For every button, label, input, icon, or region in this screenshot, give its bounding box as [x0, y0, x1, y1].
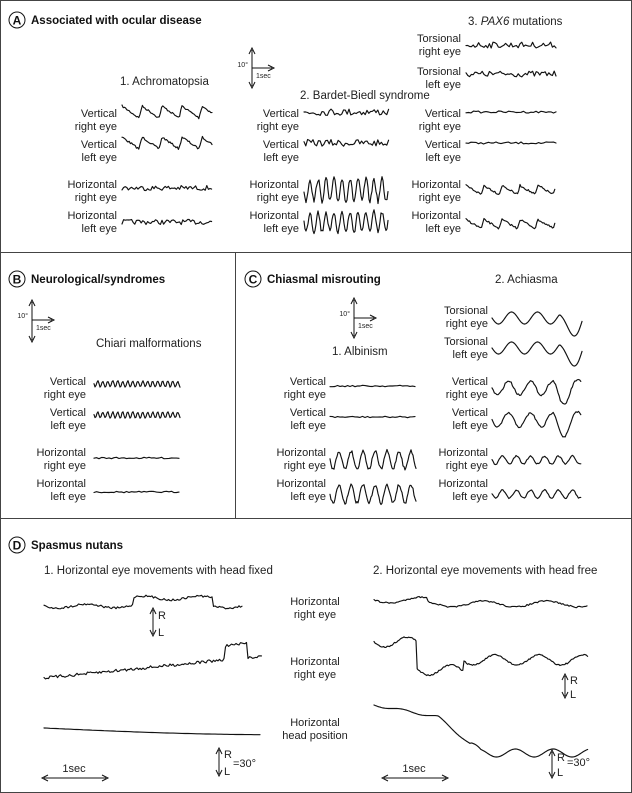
panel-d-left-title: 1. Horizontal eye movements with head fixed: [44, 565, 273, 577]
a3-trace-tors-left: [466, 71, 556, 77]
panel-c-title: Chiasmal misrouting: [267, 274, 381, 286]
d-deg-left: =30°: [233, 758, 257, 770]
panel-d-header: [9, 537, 123, 553]
b-trace-vert-left: [94, 412, 180, 419]
c1-row-label-1b: right eye: [283, 389, 326, 401]
c2-trace-tors-right: [492, 312, 582, 336]
d-rl-arrow-left-bottom: [216, 748, 256, 778]
panel-d-right-title: 2. Horizontal eye movements with head free: [373, 565, 598, 577]
c1-trace-horiz-right: [330, 450, 416, 470]
c2-row-label-5b: right eye: [445, 460, 488, 472]
d-row-label-1: Horizontal: [290, 596, 340, 608]
d1-trace-head: [44, 728, 260, 735]
b-row-label-2b: left eye: [50, 420, 86, 432]
d-rl-arrow-left-top: [150, 608, 166, 639]
a3-row-label-2b: left eye: [425, 79, 461, 91]
c2-row-label-6b: left eye: [452, 491, 488, 503]
a2-row-label-4b: left eye: [263, 223, 299, 235]
c1-row-label-2: Vertical: [289, 407, 326, 419]
c2-row-label-5: Horizontal: [438, 447, 488, 459]
panel-d-row-labels: [282, 596, 347, 742]
a3-row-label-4: Vertical: [424, 139, 461, 151]
d-rl-l-4: L: [557, 767, 564, 779]
a1-row-label-2b: left eye: [81, 152, 117, 164]
c2-trace-tors-left: [492, 342, 582, 366]
panel-d-title: Spasmus nutans: [31, 540, 124, 552]
a1-row-label-1b: right eye: [74, 121, 117, 133]
panel-c-header: [245, 271, 381, 287]
a1-row-label-3b: right eye: [74, 192, 117, 204]
d-rl-l-1: L: [158, 627, 165, 639]
panel-c-scale-amplitude: 10°: [339, 311, 350, 318]
d-rl-r-4: R: [557, 752, 565, 764]
panel-b-scale-amplitude: 10°: [17, 313, 28, 320]
a1-trace-vert-left: [122, 136, 212, 149]
b-row-label-4: Horizontal: [36, 478, 86, 490]
d-rl-arrow-right-bottom: [549, 750, 590, 779]
a3-row-label-5: Horizontal: [411, 179, 461, 191]
c2-trace-horiz-left: [492, 490, 581, 499]
a2-row-label-2b: left eye: [263, 152, 299, 164]
panel-d-letter: D: [12, 538, 22, 553]
c2-row-label-6: Horizontal: [438, 478, 488, 490]
a2-row-label-3: Horizontal: [249, 179, 299, 191]
c2-row-label-3b: right eye: [445, 389, 488, 401]
a3-row-label-1: Torsional: [416, 33, 461, 45]
a1-row-label-1: Vertical: [80, 108, 117, 120]
panel-b-scale-time: 1sec: [36, 325, 51, 332]
d-row-label-1b: right eye: [293, 609, 337, 621]
c2-row-label-4b: left eye: [452, 420, 488, 432]
b-row-label-4b: left eye: [50, 491, 86, 503]
c1-row-label-4b: left eye: [290, 491, 326, 503]
a3-row-label-6b: left eye: [425, 223, 461, 235]
d2-trace-right-eye-1: [374, 597, 587, 608]
panel-c-group-2-title: 2. Achiasma: [495, 274, 558, 286]
a2-row-label-1b: right eye: [256, 121, 299, 133]
a3-trace-vert-right: [466, 111, 556, 113]
d-row-label-2: Horizontal: [290, 656, 340, 668]
b-row-label-1b: right eye: [43, 389, 86, 401]
c2-trace-vert-left: [492, 411, 581, 437]
panel-c-scale-time: 1sec: [358, 323, 373, 330]
panel-a-group-1-title: 1. Achromatopsia: [120, 76, 209, 88]
panel-a-scale-amplitude: 10°: [237, 62, 248, 69]
d-time-bar-left: [42, 763, 108, 781]
b-row-label-3b: right eye: [43, 460, 86, 472]
c2-trace-vert-right: [492, 380, 581, 405]
b-row-label-3: Horizontal: [36, 447, 86, 459]
d2-trace-head: [374, 705, 588, 757]
d-rl-l-3: L: [570, 689, 577, 701]
c2-row-label-3: Vertical: [451, 376, 488, 388]
c2-row-label-2: Torsional: [443, 336, 488, 348]
panel-b-header: [9, 271, 165, 287]
panel-c-row-labels: [276, 305, 488, 503]
a2-trace-horiz-right: [304, 177, 388, 204]
c1-row-label-3b: right eye: [283, 460, 326, 472]
a3-row-label-2: Torsional: [416, 66, 461, 78]
c2-trace-horiz-right: [492, 455, 581, 464]
panel-a-scale-time: 1sec: [256, 73, 271, 80]
d1-trace-right-eye-1: [44, 595, 242, 609]
a2-trace-horiz-left: [304, 210, 388, 234]
d-deg-right: =30°: [567, 757, 591, 769]
a3-row-label-4b: left eye: [425, 152, 461, 164]
c1-row-label-1: Vertical: [289, 376, 326, 388]
b-trace-horiz-right: [94, 457, 179, 458]
panel-a-row-labels: [67, 33, 461, 235]
panel-b-title: Neurological/syndromes: [31, 274, 166, 286]
panel-c-group-1-title: 1. Albinism: [332, 346, 388, 358]
panel-b-letter: B: [12, 272, 22, 287]
d-time-bar-right: [382, 763, 448, 781]
a1-trace-horiz-right: [122, 186, 212, 191]
b-trace-horiz-left: [94, 491, 179, 492]
b-row-label-1: Vertical: [49, 376, 86, 388]
a1-row-label-4b: left eye: [81, 223, 117, 235]
a1-row-label-4: Horizontal: [67, 210, 117, 222]
d-time-right: 1sec: [402, 763, 426, 775]
a2-trace-vert-right: [304, 109, 389, 115]
panel-c-letter: C: [248, 272, 258, 287]
c2-row-label-1b: right eye: [445, 318, 488, 330]
panel-c-scale-bar: [339, 298, 376, 338]
c1-trace-vert-right: [330, 385, 415, 386]
d-rl-r-1: R: [158, 610, 166, 622]
d-time-left: 1sec: [62, 763, 86, 775]
panel-a-scale-bar: [237, 48, 274, 88]
b-trace-vert-right: [94, 381, 180, 388]
c1-row-label-4: Horizontal: [276, 478, 326, 490]
c1-trace-vert-left: [330, 416, 415, 417]
a2-row-label-4: Horizontal: [249, 210, 299, 222]
d-row-label-3b: head position: [282, 730, 348, 742]
a1-row-label-3: Horizontal: [67, 179, 117, 191]
panel-b-row-labels: [36, 376, 86, 503]
c1-row-label-3: Horizontal: [276, 447, 326, 459]
d-rl-arrow-right-mid: [562, 674, 578, 701]
a3-trace-horiz-right: [466, 185, 555, 195]
panel-b-scale-bar: [17, 300, 54, 342]
c2-row-label-2b: left eye: [452, 349, 488, 361]
panel-a-letter: A: [12, 13, 22, 28]
d-rl-l-2: L: [224, 766, 231, 778]
a2-row-label-3b: right eye: [256, 192, 299, 204]
d-rl-r-2: R: [224, 749, 232, 761]
c2-row-label-1: Torsional: [443, 305, 488, 317]
a2-row-label-2: Vertical: [262, 139, 299, 151]
c1-trace-horiz-left: [330, 484, 416, 505]
a1-trace-vert-right: [122, 105, 212, 119]
a3-row-label-6: Horizontal: [411, 210, 461, 222]
a3-row-label-3: Vertical: [424, 108, 461, 120]
a1-row-label-2: Vertical: [80, 139, 117, 151]
a3-trace-tors-right: [466, 42, 556, 48]
panel-a-header: [9, 12, 202, 28]
a3-trace-vert-left: [466, 142, 556, 144]
a1-trace-horiz-left: [122, 220, 212, 225]
a3-row-label-5b: right eye: [418, 192, 461, 204]
d-row-label-2b: right eye: [293, 669, 337, 681]
c1-row-label-2b: left eye: [290, 420, 326, 432]
d1-trace-right-eye-2: [44, 643, 262, 679]
a3-row-label-3b: right eye: [418, 121, 461, 133]
panel-b-group-title: Chiari malformations: [96, 338, 202, 350]
d2-trace-right-eye-2: [374, 637, 588, 676]
a2-trace-vert-left: [304, 140, 389, 147]
d-rl-r-3: R: [570, 675, 578, 687]
a3-trace-horiz-left: [466, 219, 555, 229]
a2-row-label-1: Vertical: [262, 108, 299, 120]
b-row-label-2: Vertical: [49, 407, 86, 419]
panel-a-title: Associated with ocular disease: [31, 15, 202, 27]
panel-a-group-3-title: 3. PAX6 mutations: [468, 16, 563, 28]
d-row-label-3: Horizontal: [290, 717, 340, 729]
c2-row-label-4: Vertical: [451, 407, 488, 419]
panel-a-group-2-title: 2. Bardet-Biedl syndrome: [300, 90, 430, 102]
a3-row-label-1b: right eye: [418, 46, 461, 58]
